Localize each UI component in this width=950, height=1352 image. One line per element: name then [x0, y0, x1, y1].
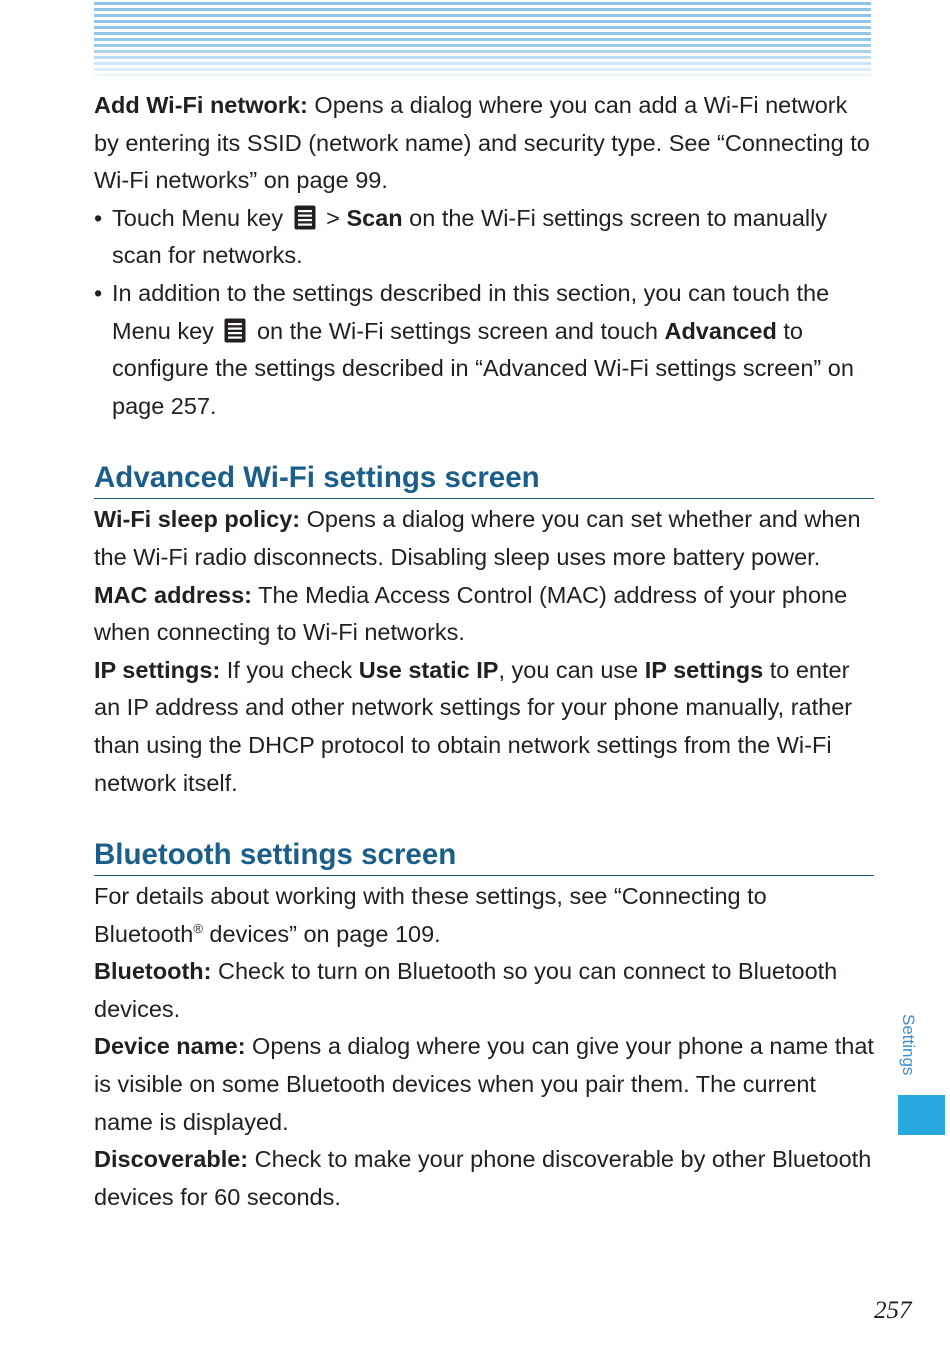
menu-key-icon — [224, 318, 246, 343]
ip-settings-paragraph: IP settings: If you check Use static IP, you can use IP settings to enter an IP address and other network settings for your phone manually, rather than using the DHCP protocol to obtain network settings from the Wi-Fi network itself. — [94, 656, 853, 796]
add-wifi-paragraph: Add Wi-Fi network: Opens a dialog where you can add a Wi-Fi network by entering its SSID (network name) and security type. See “Connecting to Wi-Fi networks” on page 99. — [94, 92, 870, 194]
add-wifi-label: Add Wi-Fi network: — [94, 92, 308, 118]
page-number: 257 — [874, 1297, 912, 1324]
bullet-scan: • Touch Menu key > Scan on the Wi-Fi settings screen to manually scan for networks. — [94, 200, 874, 275]
discoverable-paragraph: Discoverable: Check to make your phone discoverable by other Bluetooth devices for 60 seconds. — [94, 1146, 872, 1210]
bullet-advanced: • In addition to the settings described in this section, you can touch the Menu key on the Wi-Fi settings screen and touch Advanced to configure the settings described in “Advanced Wi-Fi settings screen” on page 257. — [94, 275, 874, 425]
sleep-policy-paragraph: Wi-Fi sleep policy: Opens a dialog where you can set whether and when the Wi-Fi radio disconnects. Disabling sleep uses more battery power. — [94, 506, 861, 570]
section-side-label: Settings — [899, 1014, 918, 1076]
section-tab-marker — [898, 1095, 945, 1135]
page-content — [94, 87, 874, 1216]
mac-address-paragraph: MAC address: The Media Access Control (MAC) address of your phone when connecting to Wi-Fi networks. — [94, 581, 848, 646]
advanced-wifi-heading: Advanced Wi-Fi settings screen — [94, 460, 874, 499]
bluetooth-heading: Bluetooth settings screen — [94, 837, 874, 876]
device-name-paragraph: Device name: Opens a dialog where you can give your phone a name that is visible on some Bluetooth devices when you pair them. The current name is displayed. — [94, 1033, 874, 1135]
bluetooth-toggle-paragraph: Bluetooth: Check to turn on Bluetooth so you can connect to Bluetooth devices. — [94, 958, 838, 1022]
bluetooth-intro-paragraph: For details about working with these settings, see “Connecting to Bluetooth® devices” on page 109. — [94, 883, 767, 947]
header-band — [94, 2, 871, 76]
menu-key-icon — [294, 205, 316, 230]
